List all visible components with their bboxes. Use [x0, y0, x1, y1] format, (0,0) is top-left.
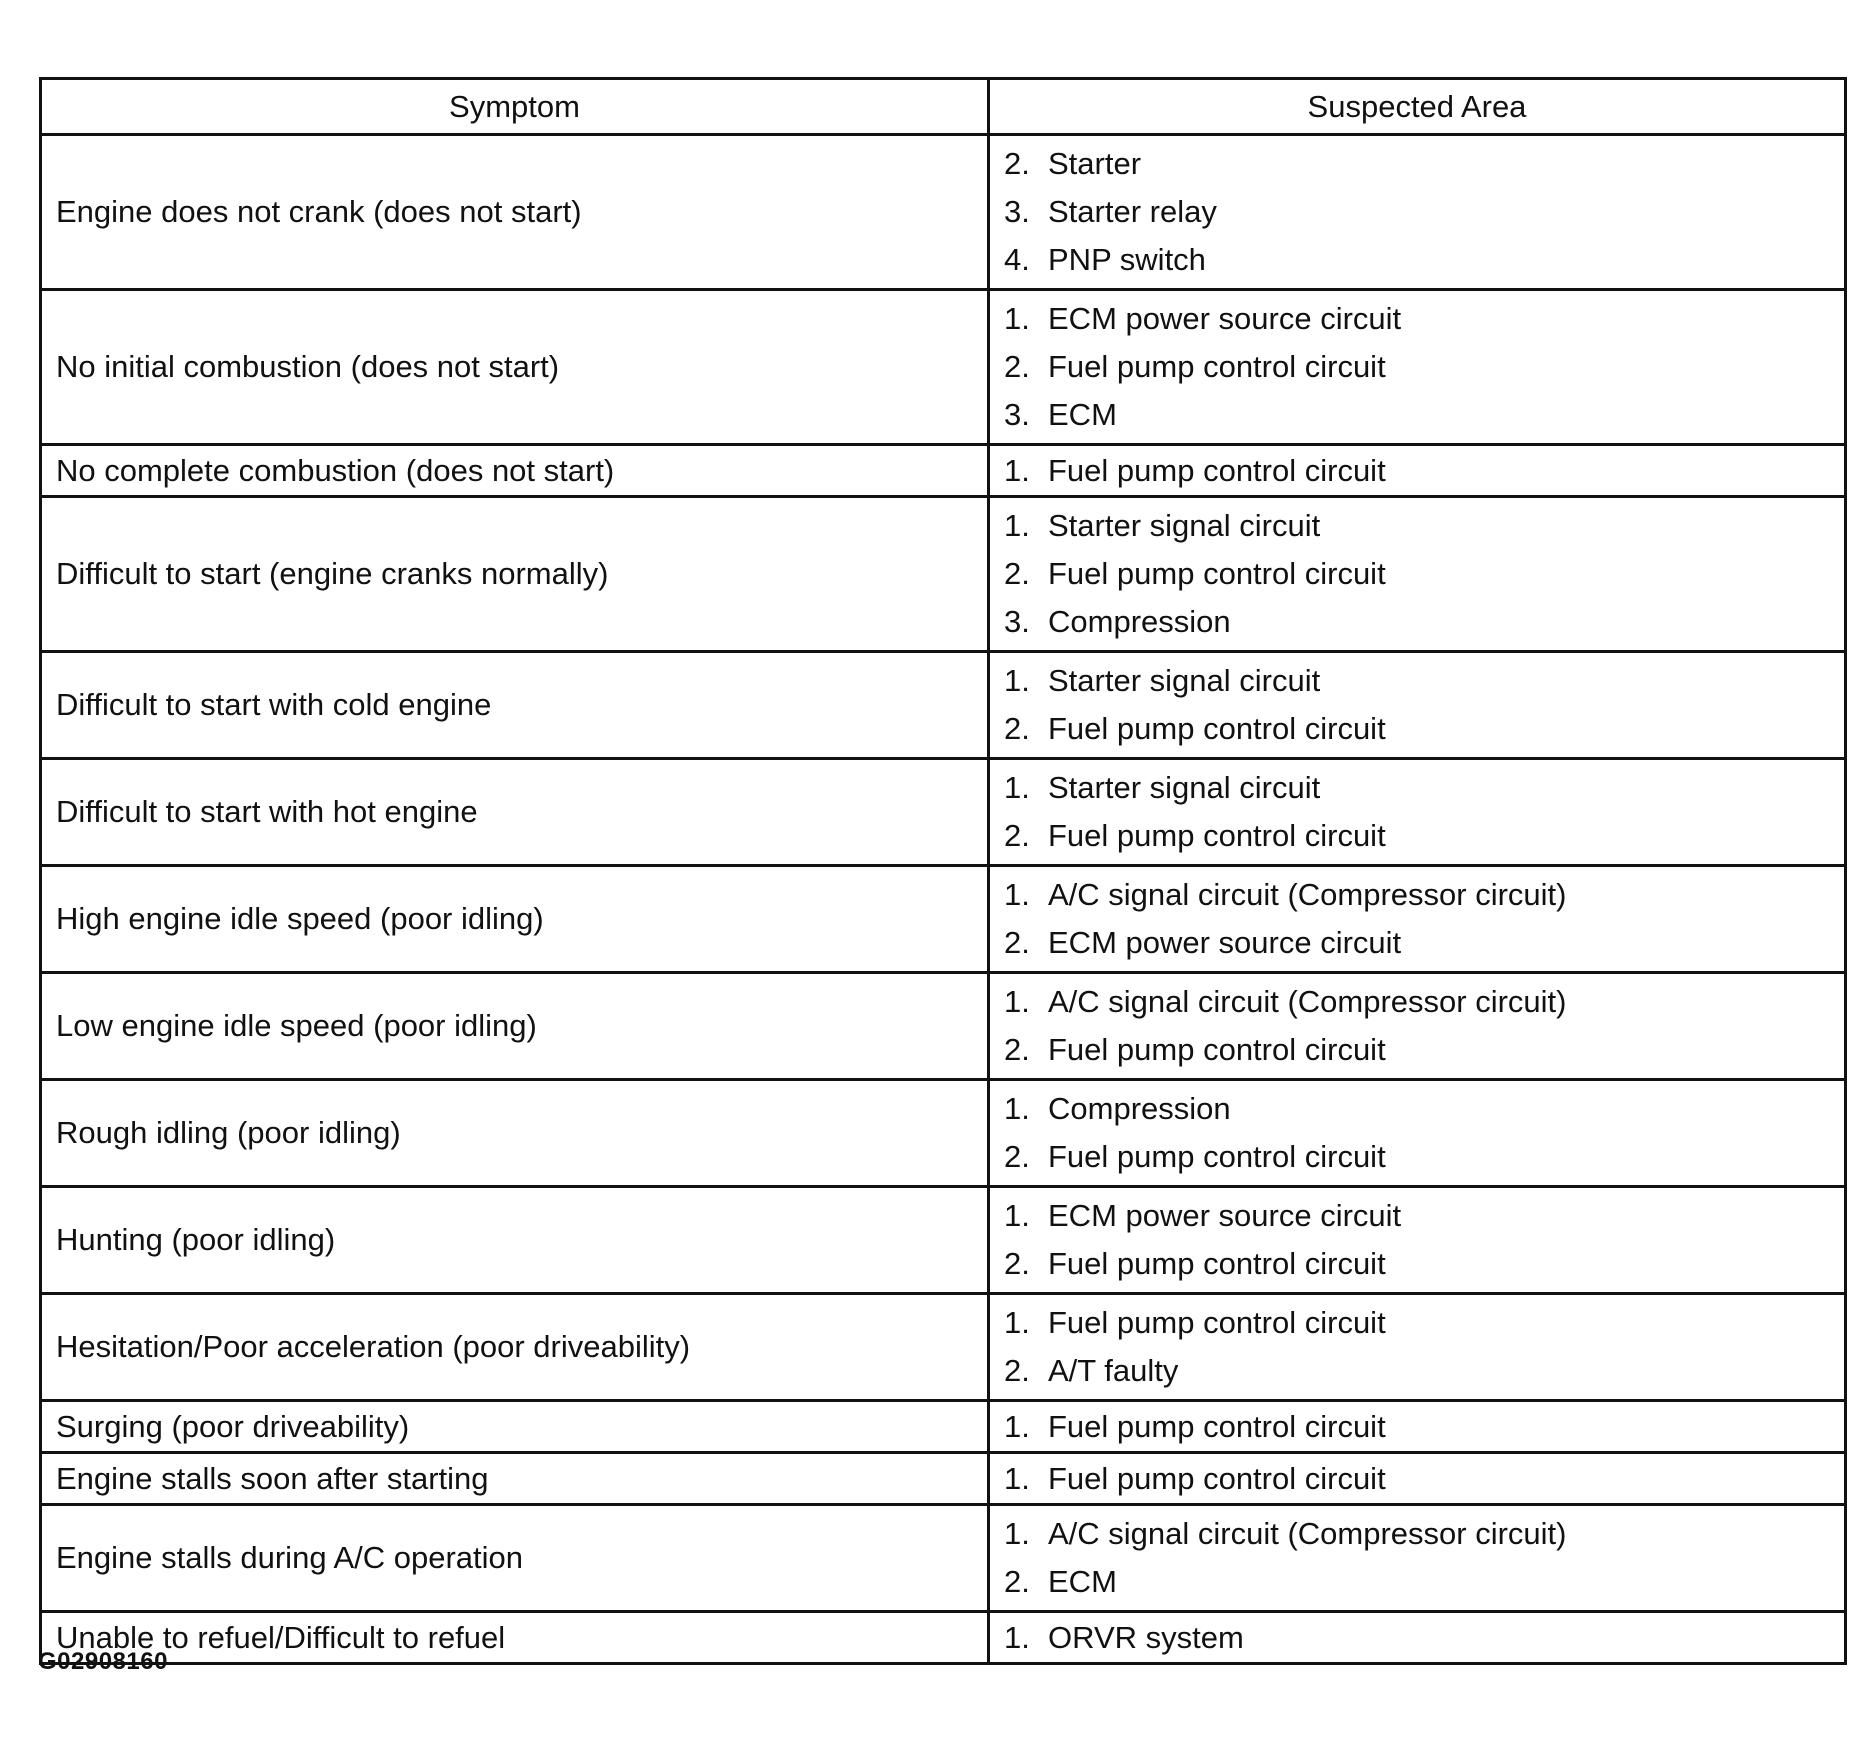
- list-item: [1004, 871, 1830, 919]
- list-item: [1004, 657, 1830, 705]
- list-item-text: A/C signal circuit (Compressor circuit): [1048, 1516, 1567, 1551]
- list-item: [1004, 1085, 1830, 1133]
- list-item-text: Fuel pump control circuit: [1048, 1139, 1386, 1174]
- list-item-number: 2.: [1004, 1353, 1030, 1388]
- suspected-area-cell: [989, 445, 1846, 497]
- list-item-number: 3.: [1004, 194, 1030, 229]
- list-item: [1004, 236, 1830, 284]
- list-item-number: 1.: [1004, 984, 1030, 1019]
- symptom-cell: Hunting (poor idling): [41, 1187, 989, 1294]
- table-row: [41, 1080, 1846, 1187]
- list-item: [1004, 919, 1830, 967]
- table-row: [41, 135, 1846, 290]
- table-body: [41, 135, 1846, 1664]
- list-item-number: 2.: [1004, 1246, 1030, 1281]
- list-item: [1004, 1347, 1830, 1395]
- list-item-text: Fuel pump control circuit: [1048, 349, 1386, 384]
- list-item-number: 1.: [1004, 1198, 1030, 1233]
- suspected-area-cell: [989, 135, 1846, 290]
- symptom-cell: Surging (poor driveability): [41, 1401, 989, 1453]
- symptom-cell: High engine idle speed (poor idling): [41, 866, 989, 973]
- list-item-text: Fuel pump control circuit: [1048, 1246, 1386, 1281]
- list-item: [1004, 295, 1830, 343]
- symptom-cell: Difficult to start (engine cranks normally): [41, 497, 989, 652]
- list-item-number: 3.: [1004, 397, 1030, 432]
- list-item-text: ECM power source circuit: [1048, 301, 1402, 336]
- list-item-number: 3.: [1004, 604, 1030, 639]
- symptom-cell: Difficult to start with hot engine: [41, 759, 989, 866]
- suspected-area-cell: [989, 497, 1846, 652]
- suspected-area-list: [1004, 1455, 1830, 1503]
- list-item-number: 1.: [1004, 1516, 1030, 1551]
- list-item-number: 1.: [1004, 1305, 1030, 1340]
- suspected-area-list: [1004, 295, 1830, 439]
- list-item-number: 1.: [1004, 1619, 1030, 1655]
- symptom-cell: Low engine idle speed (poor idling): [41, 973, 989, 1080]
- table-row: [41, 1505, 1846, 1612]
- list-item-number: 1.: [1004, 770, 1030, 805]
- list-item-text: Fuel pump control circuit: [1048, 1305, 1386, 1340]
- list-item-text: A/T faulty: [1048, 1353, 1179, 1388]
- list-item-number: 1.: [1004, 1408, 1030, 1444]
- list-item-number: 4.: [1004, 242, 1030, 277]
- list-item: [1004, 447, 1830, 495]
- list-item-number: 2.: [1004, 349, 1030, 384]
- list-item-text: Starter signal circuit: [1048, 770, 1321, 805]
- suspected-area-list: [1004, 1192, 1830, 1288]
- symptom-cell: Engine stalls soon after starting: [41, 1453, 989, 1505]
- list-item-text: A/C signal circuit (Compressor circuit): [1048, 877, 1567, 912]
- list-item-number: 1.: [1004, 877, 1030, 912]
- list-item-number: 1.: [1004, 301, 1030, 336]
- list-item-number: 1.: [1004, 1091, 1030, 1126]
- table-row: [41, 1294, 1846, 1401]
- list-item-number: 2.: [1004, 556, 1030, 591]
- suspected-area-cell: [989, 1401, 1846, 1453]
- symptom-cell: Rough idling (poor idling): [41, 1080, 989, 1187]
- list-item-number: 1.: [1004, 1460, 1030, 1496]
- table-row: [41, 1187, 1846, 1294]
- suspected-area-cell: [989, 1453, 1846, 1505]
- list-item-text: Fuel pump control circuit: [1048, 711, 1386, 746]
- table-row: [41, 497, 1846, 652]
- suspected-area-cell: [989, 1294, 1846, 1401]
- list-item: [1004, 188, 1830, 236]
- list-item: [1004, 1558, 1830, 1606]
- list-item-text: Fuel pump control circuit: [1048, 818, 1386, 853]
- list-item: [1004, 140, 1830, 188]
- list-item: [1004, 1510, 1830, 1558]
- list-item: [1004, 550, 1830, 598]
- table-row: [41, 1401, 1846, 1453]
- list-item-number: 2.: [1004, 818, 1030, 853]
- list-item: [1004, 812, 1830, 860]
- symptom-cell: No initial combustion (does not start): [41, 290, 989, 445]
- list-item: [1004, 978, 1830, 1026]
- list-item: [1004, 1614, 1830, 1662]
- table-row: [41, 973, 1846, 1080]
- table-row: [41, 445, 1846, 497]
- list-item-text: Starter relay: [1048, 194, 1217, 229]
- symptom-table-container: [39, 77, 1844, 1665]
- suspected-area-cell: [989, 1612, 1846, 1664]
- symptom-table: [39, 77, 1847, 1665]
- list-item-number: 2.: [1004, 1564, 1030, 1599]
- list-item-text: ECM: [1048, 397, 1117, 432]
- list-item-text: ECM power source circuit: [1048, 1198, 1402, 1233]
- suspected-area-list: [1004, 1510, 1830, 1606]
- list-item: [1004, 502, 1830, 550]
- list-item-text: A/C signal circuit (Compressor circuit): [1048, 984, 1567, 1019]
- list-item: [1004, 1133, 1830, 1181]
- suspected-area-cell: [989, 652, 1846, 759]
- suspected-area-cell: [989, 759, 1846, 866]
- suspected-area-cell: [989, 973, 1846, 1080]
- header-suspected-area: Suspected Area: [989, 79, 1846, 135]
- suspected-area-cell: [989, 866, 1846, 973]
- list-item-number: 1.: [1004, 663, 1030, 698]
- table-row: [41, 652, 1846, 759]
- suspected-area-list: [1004, 447, 1830, 495]
- list-item-number: 2.: [1004, 925, 1030, 960]
- list-item-number: 2.: [1004, 146, 1030, 181]
- suspected-area-list: [1004, 140, 1830, 284]
- list-item-text: Compression: [1048, 604, 1231, 639]
- table-header-row: [41, 79, 1846, 135]
- symptom-cell: Engine does not crank (does not start): [41, 135, 989, 290]
- list-item-text: Starter: [1048, 146, 1142, 181]
- list-item: [1004, 1240, 1830, 1288]
- list-item-text: ORVR system: [1048, 1619, 1244, 1655]
- suspected-area-cell: [989, 1187, 1846, 1294]
- list-item-text: Fuel pump control circuit: [1048, 1032, 1386, 1067]
- suspected-area-cell: [989, 290, 1846, 445]
- suspected-area-list: [1004, 871, 1830, 967]
- suspected-area-list: [1004, 502, 1830, 646]
- list-item-text: Fuel pump control circuit: [1048, 1460, 1386, 1496]
- symptom-cell: Unable to refuel/Difficult to refuel: [41, 1612, 989, 1664]
- list-item: [1004, 1192, 1830, 1240]
- table-row: [41, 1612, 1846, 1664]
- suspected-area-cell: [989, 1080, 1846, 1187]
- list-item: [1004, 1299, 1830, 1347]
- list-item-text: Starter signal circuit: [1048, 663, 1321, 698]
- list-item: [1004, 343, 1830, 391]
- table-row: [41, 290, 1846, 445]
- suspected-area-list: [1004, 1403, 1830, 1451]
- table-row: [41, 1453, 1846, 1505]
- list-item: [1004, 1026, 1830, 1074]
- table-row: [41, 759, 1846, 866]
- header-symptom: Symptom: [41, 79, 989, 135]
- list-item-number: 2.: [1004, 1139, 1030, 1174]
- list-item-text: PNP switch: [1048, 242, 1206, 277]
- list-item-text: Fuel pump control circuit: [1048, 452, 1386, 488]
- table-row: [41, 866, 1846, 973]
- symptom-cell: No complete combustion (does not start): [41, 445, 989, 497]
- list-item: [1004, 1455, 1830, 1503]
- list-item-text: Compression: [1048, 1091, 1231, 1126]
- list-item-text: Fuel pump control circuit: [1048, 556, 1386, 591]
- symptom-cell: Difficult to start with cold engine: [41, 652, 989, 759]
- list-item-number: 1.: [1004, 508, 1030, 543]
- list-item-text: ECM power source circuit: [1048, 925, 1402, 960]
- suspected-area-list: [1004, 1299, 1830, 1395]
- list-item-number: 2.: [1004, 711, 1030, 746]
- list-item: [1004, 1403, 1830, 1451]
- suspected-area-list: [1004, 764, 1830, 860]
- list-item: [1004, 598, 1830, 646]
- list-item-number: 1.: [1004, 452, 1030, 488]
- list-item-text: Fuel pump control circuit: [1048, 1408, 1386, 1444]
- list-item-text: ECM: [1048, 1564, 1117, 1599]
- suspected-area-list: [1004, 1085, 1830, 1181]
- suspected-area-list: [1004, 978, 1830, 1074]
- list-item: [1004, 391, 1830, 439]
- suspected-area-list: [1004, 1614, 1830, 1662]
- suspected-area-cell: [989, 1505, 1846, 1612]
- figure-code: G02908160: [38, 1648, 168, 1675]
- symptom-cell: Hesitation/Poor acceleration (poor driveability): [41, 1294, 989, 1401]
- suspected-area-list: [1004, 657, 1830, 753]
- list-item: [1004, 764, 1830, 812]
- list-item: [1004, 705, 1830, 753]
- symptom-cell: Engine stalls during A/C operation: [41, 1505, 989, 1612]
- list-item-number: 2.: [1004, 1032, 1030, 1067]
- list-item-text: Starter signal circuit: [1048, 508, 1321, 543]
